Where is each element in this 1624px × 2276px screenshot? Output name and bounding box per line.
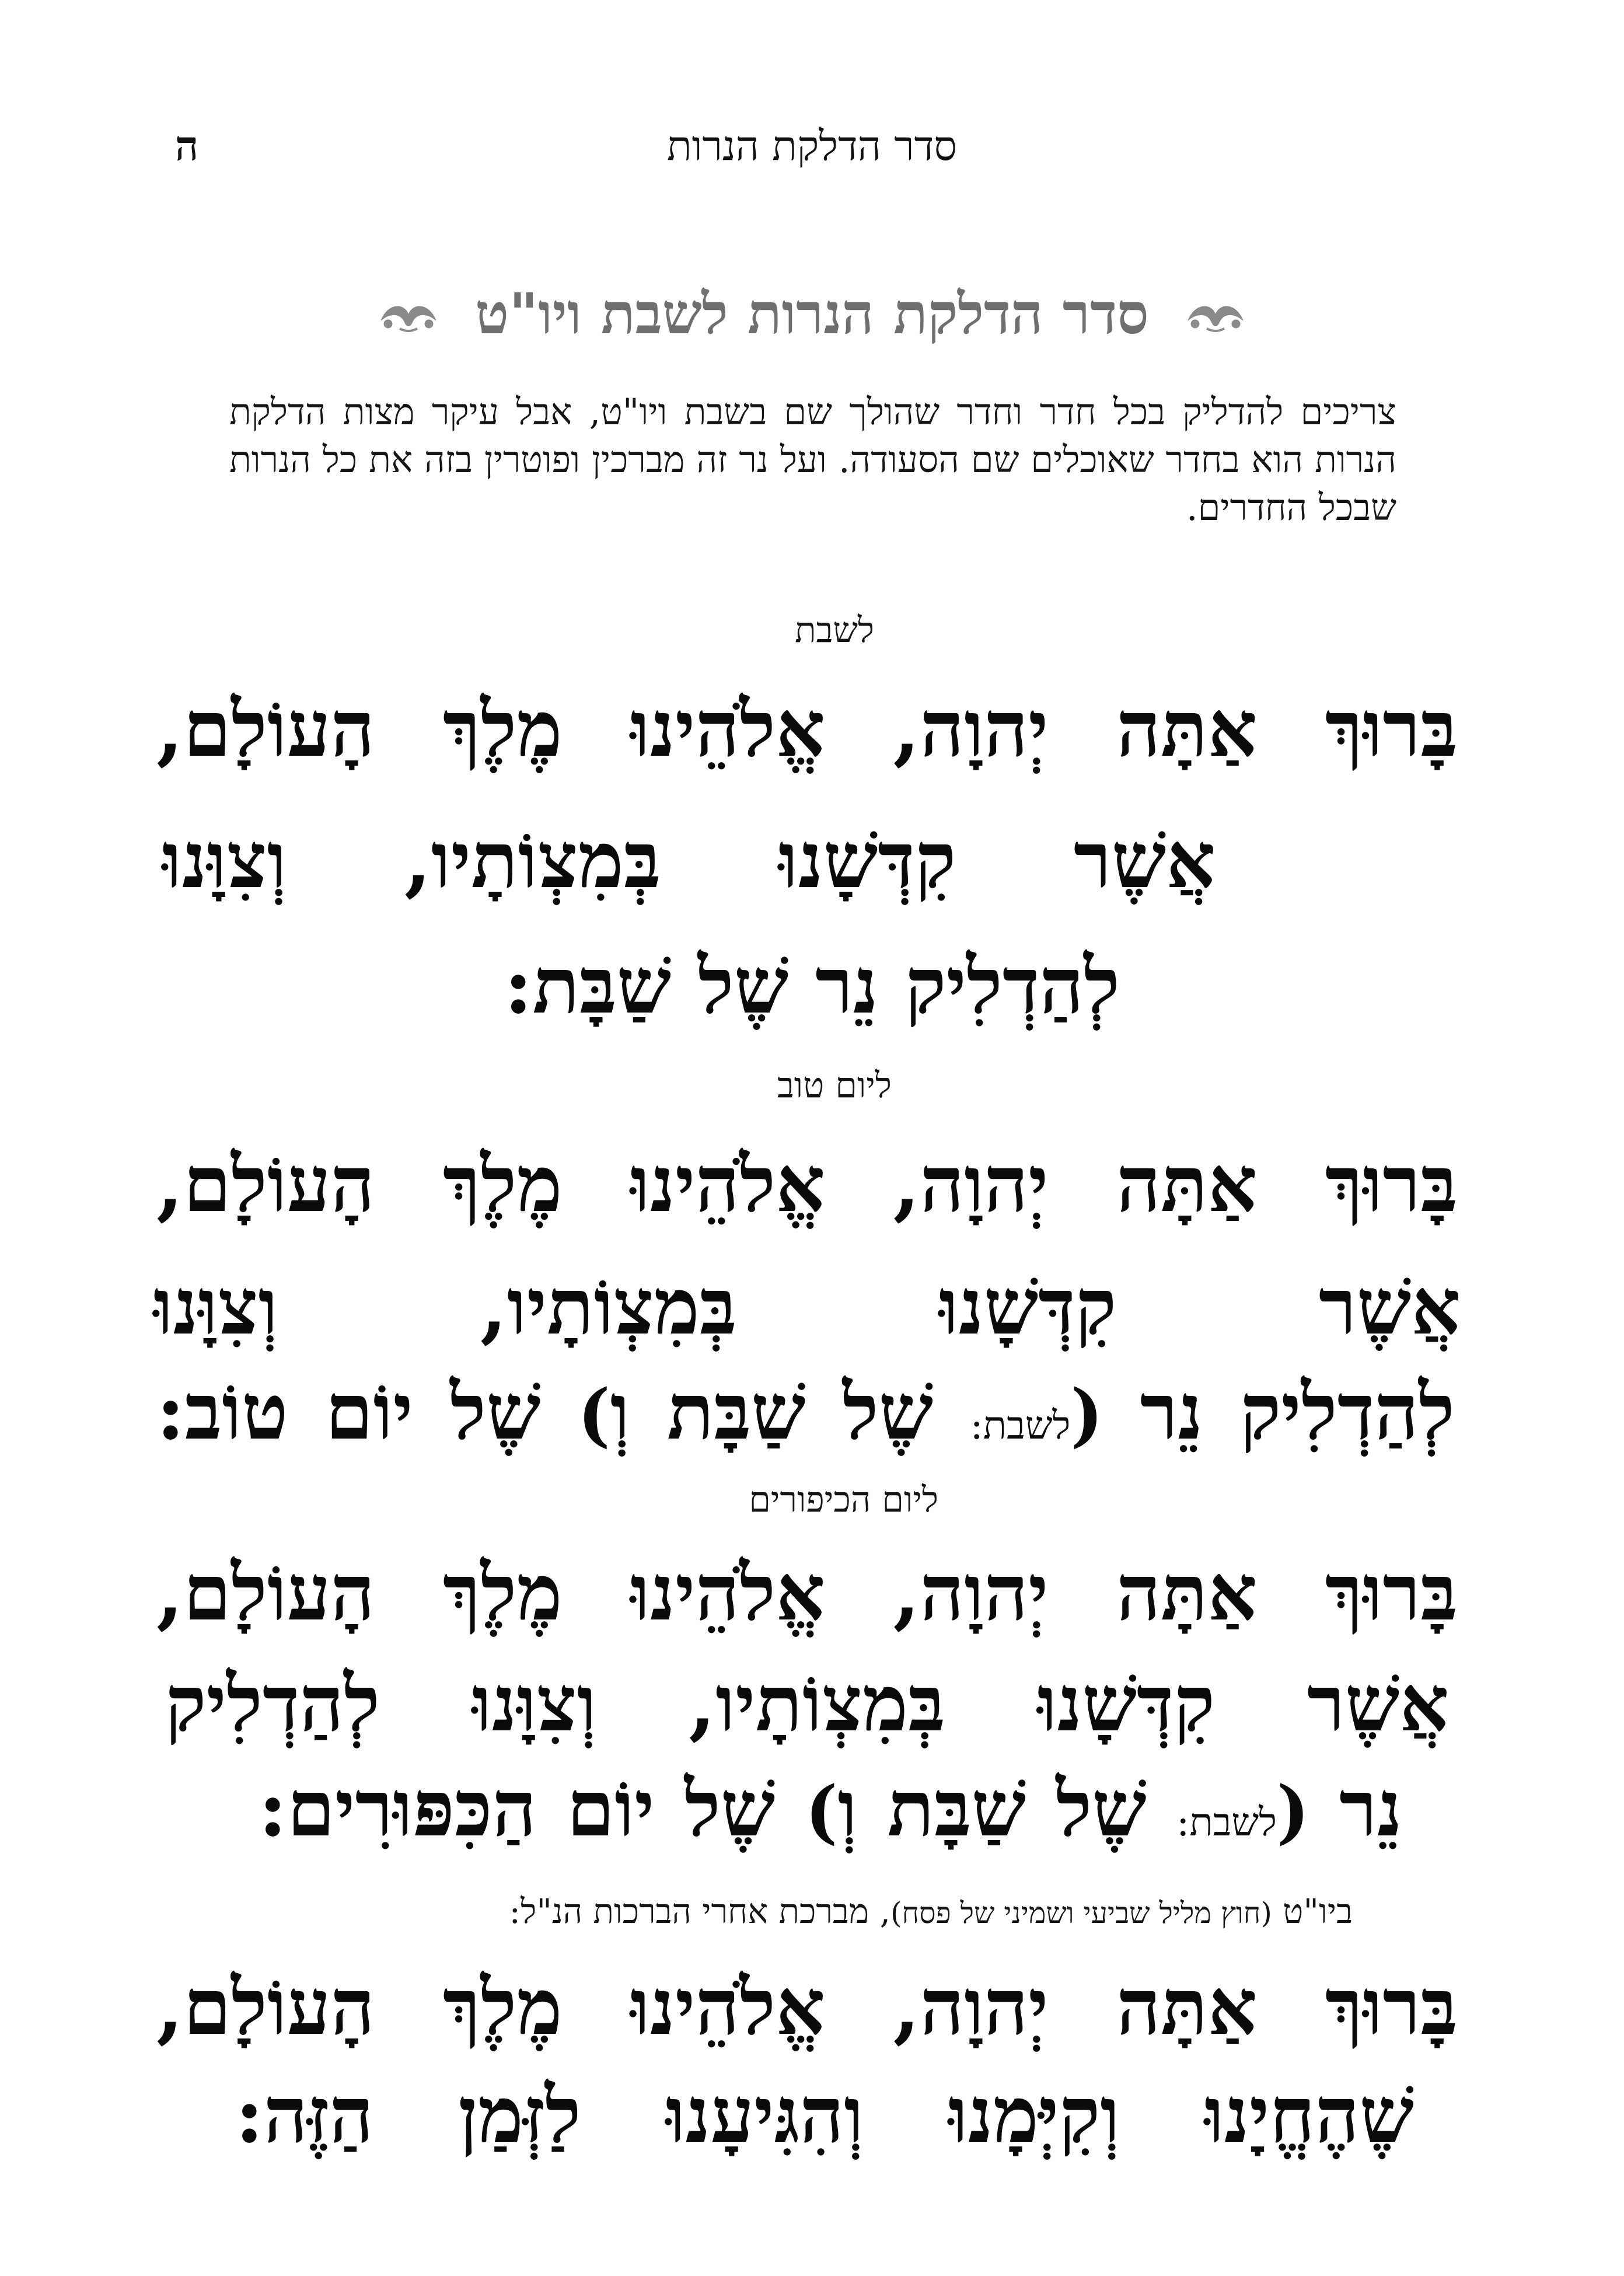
shabbat-label: לשבת <box>794 610 874 651</box>
yomkippur-label: ליום הכיפורים <box>749 1479 938 1520</box>
paren-shabbat-text: שֶׁל שַׁבָּת וְ <box>610 1367 934 1457</box>
page-number: ה <box>175 121 199 170</box>
yomkippur-blessing-line-1: בָּרוּךְ אַתָּה יְהוָה, אֱלֹהֵינוּ מֶלֶךְ הָעוֹלָם, <box>156 1548 1458 1638</box>
yomkippur-line3-start: נֵר <box>1339 1764 1402 1854</box>
note-start: ביו"ט <box>1283 1891 1353 1931</box>
yomtov-label: ליום טוב <box>777 1065 892 1106</box>
running-header <box>175 120 1449 172</box>
yomtov-blessing-line-3 <box>156 1366 1455 1472</box>
paren-open: ( <box>1070 1374 1103 1455</box>
yomtov-line3-end: שֶׁל יוֹם טוֹב: <box>156 1367 541 1457</box>
running-title: סדר הדלקת הנרות <box>666 122 958 170</box>
yomkippur-blessing-line-2: אֲשֶׁר קִדְּשָׁנוּ בְּמִצְוֹתָיו, וְצִוָּנוּ לְהַדְלִיק <box>165 1659 1449 1749</box>
section-heading <box>0 274 1624 349</box>
section-title: סדר הדלקת הנרות לשבת ויו"ט <box>475 281 1149 347</box>
shehecheyanu-blessing-line-2: שֶׁהֶחֱיָנוּ וְקִיְּמָנוּ וְהִגִּיעָנוּ לַזְּמַן הַזֶּה: <box>235 2070 1414 2160</box>
yomtov-line3-start: לְהַדְלִיק נֵר <box>1140 1367 1455 1457</box>
note-parenthetical: (חוץ מליל שביעי ושמיני של פסח) <box>890 1896 1272 1930</box>
shabbat-blessing-line-1: בָּרוּךְ אַתָּה יְהוָה, אֱלֹהֵינוּ מֶלֶךְ הָעוֹלָם, <box>156 684 1458 774</box>
note-end: , מברכת אחרי הברכות הנ"ל: <box>509 1891 891 1931</box>
paren-close: ) <box>577 1374 610 1455</box>
yomkippur-line3-end: שֶׁל יוֹם הַכִּפּוּרִים: <box>259 1764 776 1854</box>
paren-close: ) <box>805 1771 838 1852</box>
yomtov-blessing-line-2: אֲשֶׁר קִדְּשָׁנוּ בְּמִצְוֹתָיו, וְצִוָּנוּ <box>153 1262 1461 1352</box>
paren-shabbat-label: לשבת: <box>1176 1800 1277 1845</box>
yomkippur-blessing-line-3 <box>259 1762 1402 1869</box>
scroll-ornament-icon <box>376 279 441 349</box>
paren-open: ( <box>1277 1771 1309 1852</box>
shabbat-blessing-line-2: אֲשֶׁר קִדְּשָׁנוּ בְּמִצְוֹתָיו, וְצִוָּנוּ <box>162 815 1216 906</box>
yomtov-blessing-line-1: בָּרוּךְ אַתָּה יְהוָה, אֱלֹהֵינוּ מֶלֶךְ הָעוֹלָם, <box>156 1139 1458 1230</box>
shehecheyanu-blessing-line-1: בָּרוּךְ אַתָּה יְהוָה, אֱלֹהֵינוּ מֶלֶךְ הָעוֹלָם, <box>156 1962 1458 2052</box>
paren-shabbat-label: לשבת: <box>970 1403 1071 1448</box>
shehecheyanu-note <box>509 1888 1353 1936</box>
paren-shabbat-text: שֶׁל שַׁבָּת וְ <box>837 1764 1147 1854</box>
scroll-ornament-icon <box>1183 279 1248 349</box>
intro-paragraph: צריכים להדליק בכל חדר וחדר שהולך שם בשבת ויו"ט, אבל עיקר מצות הדלקת הנרות הוא בחדר שאוכלים שם הסעודה. ועל נר זה מברכין ופוטרין בזה את כל הנרות שבכל החדרים. <box>229 390 1396 529</box>
shabbat-blessing-line-3: לְהַדְלִיק נֵר שֶׁל שַׁבָּת: <box>504 941 1120 1031</box>
